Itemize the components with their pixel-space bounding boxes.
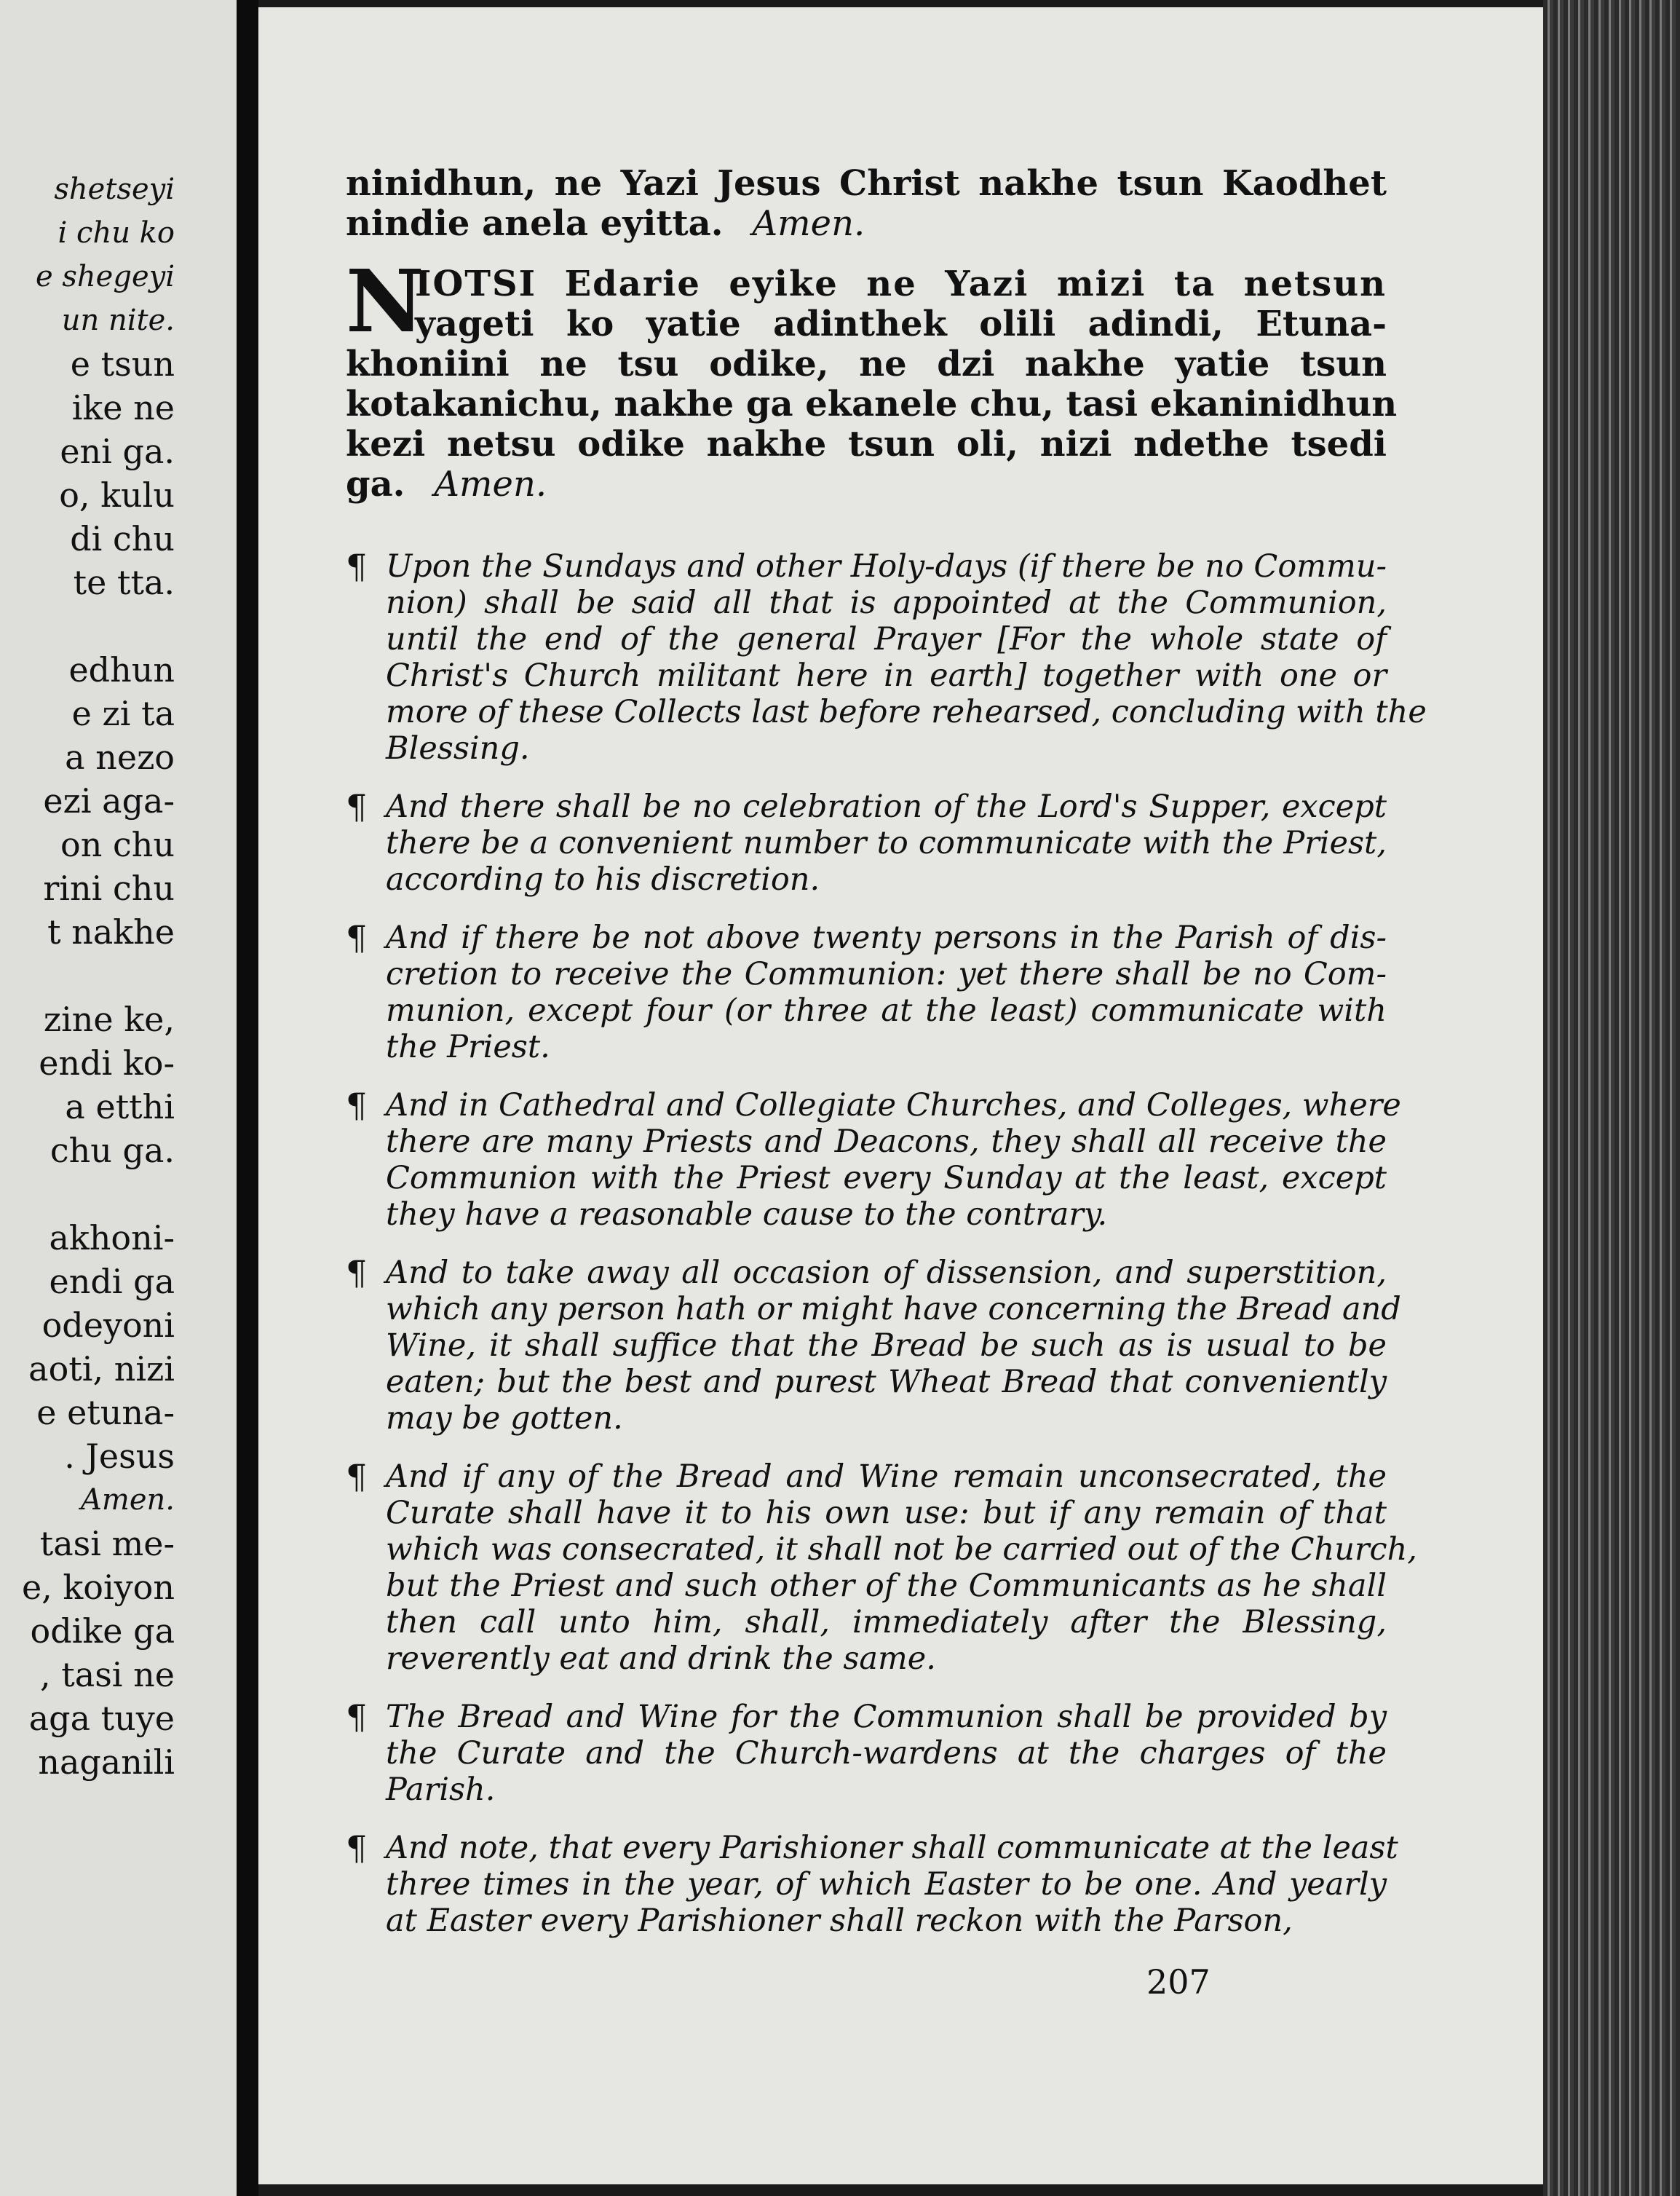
previous-page-gap [0, 1172, 175, 1216]
page-number: 207 [1146, 1962, 1211, 2002]
rubric-line: Wine, it shall suffice that the Bread be such as is usual to be [386, 1327, 1387, 1364]
amen: Amen. [434, 464, 547, 505]
rubric-line: there be a convenient number to communicate with the Priest, [386, 825, 1387, 861]
previous-page-line: . Jesus [64, 1437, 175, 1476]
pilcrow-icon: ¶ [346, 547, 368, 586]
previous-page-line: o, kulu [59, 475, 175, 515]
rubric-line: And if any of the Bread and Wine remain unconsecrated, the [386, 1458, 1387, 1495]
previous-page-line: endi ga [49, 1262, 175, 1301]
rubric-line: may be gotten. [386, 1400, 623, 1437]
previous-page-line: e shegeyi [35, 260, 175, 293]
rubric-line: which any person hath or might have concerning the Bread and [386, 1291, 1401, 1327]
previous-page-line: ezi aga- [43, 781, 175, 821]
prayer-line-text: nindie anela eyitta. [346, 203, 724, 244]
rubric-line: And if there be not above twenty persons in the Parish of dis- [386, 920, 1387, 956]
rubric-line: And note, that every Parishioner shall communicate at the least [386, 1830, 1398, 1866]
previous-page-gap [0, 604, 175, 648]
previous-page-line: di chu [70, 519, 175, 558]
rubric-line: the Curate and the Church-wardens at the charges of the [386, 1735, 1387, 1772]
rubric-paragraph [346, 789, 1387, 898]
previous-page-line: a etthi [65, 1087, 175, 1126]
rubric-line: Curate shall have it to his own use: but if any remain of that [386, 1495, 1387, 1531]
pilcrow-icon: ¶ [346, 918, 368, 957]
previous-page-line: edhun [68, 650, 175, 690]
previous-page-line: shetseyi [54, 173, 175, 206]
rubric-line: cretion to receive the Communion: yet there shall be no Com- [386, 956, 1387, 992]
rubric-line: three times in the year, of which Easter to be one. And yearly [386, 1866, 1387, 1903]
previous-page-line: ike ne [71, 388, 175, 427]
previous-page-line: aga tuye [28, 1699, 175, 1738]
rubric-line: nion) shall be said all that is appointed at the Communion, [386, 585, 1387, 621]
pilcrow-icon: ¶ [346, 1828, 368, 1868]
previous-page-line: endi ko- [39, 1043, 175, 1083]
rubric-line: Christ's Church militant here in earth] together with one or [386, 657, 1387, 694]
rubric-line: according to his discretion. [386, 861, 820, 898]
previous-page-line: odike ga [30, 1611, 175, 1651]
previous-page-text [0, 167, 175, 1784]
collect-line: khoniini ne tsu odike, ne dzi nakhe yatie tsun [346, 344, 1387, 384]
rubric-line: reverently eat and drink the same. [386, 1640, 936, 1677]
previous-page-line: e etuna- [36, 1393, 175, 1432]
prayer-ending [346, 164, 1387, 244]
rubric-line: until the end of the general Prayer [For the whole state of [386, 621, 1387, 657]
rubric-line: Communion with the Priest every Sunday at the least, except [386, 1160, 1387, 1196]
previous-page-line: on chu [60, 825, 175, 864]
pilcrow-icon: ¶ [346, 1253, 368, 1292]
previous-page-line: odeyoni [41, 1306, 175, 1345]
collect-line: yageti ko yatie adinthek olili adindi, Etuna- [415, 304, 1387, 344]
previous-page-line: rini chu [43, 869, 175, 908]
prayer-line [346, 204, 1387, 244]
previous-page-line: e, koiyon [21, 1568, 175, 1607]
rubric-line: the Priest. [386, 1029, 550, 1065]
previous-page-amen: Amen. [81, 1483, 175, 1517]
rubric-line: Parish. [386, 1772, 496, 1808]
collect-line [346, 465, 1387, 505]
rubric-line: which was consecrated, it shall not be carried out of the Church, [386, 1531, 1417, 1568]
collect-paragraph [346, 250, 1398, 505]
rubric-line: then call unto him, shall, immediately after the Blessing, [386, 1604, 1387, 1640]
previous-page-line: akhoni- [49, 1218, 175, 1257]
previous-page-line: un nite. [61, 304, 175, 337]
rubric-paragraph [346, 1253, 1401, 1437]
previous-page-line: , tasi ne [40, 1655, 175, 1694]
rubric-line: at Easter every Parishioner shall reckon with the Parson, [386, 1903, 1293, 1939]
previous-page-line: tasi me- [39, 1524, 175, 1563]
previous-page-line: i chu ko [58, 216, 175, 250]
rubric-line: eaten; but the best and purest Wheat Bread that conveniently [386, 1364, 1387, 1400]
previous-page-line: chu ga. [49, 1131, 175, 1170]
previous-page-line: naganili [38, 1742, 175, 1782]
pilcrow-icon: ¶ [346, 787, 368, 826]
previous-page-line: te tta. [73, 563, 175, 602]
page-edges [1543, 0, 1680, 2196]
pilcrow-icon: ¶ [346, 1697, 368, 1737]
rubric-line: And in Cathedral and Collegiate Churches, and Colleges, where [386, 1087, 1401, 1123]
collect-line: IOTSI Edarie eyike ne Yazi mizi ta netsun [415, 264, 1387, 304]
previous-page-line: t nakhe [47, 912, 175, 952]
pilcrow-icon: ¶ [346, 1457, 368, 1496]
rubric-line: Upon the Sundays and other Holy-days (if there be no Commu- [386, 548, 1387, 585]
amen: Amen. [752, 203, 865, 244]
rubric-line: The Bread and Wine for the Communion shall be provided by [386, 1699, 1387, 1735]
previous-page-gap [0, 954, 175, 998]
pilcrow-icon: ¶ [346, 1086, 368, 1125]
previous-page-line: e tsun [70, 344, 175, 384]
previous-page-line: eni ga. [60, 432, 175, 471]
rubric-paragraph [346, 1699, 1387, 1808]
book-gutter [237, 0, 258, 2196]
drop-cap: N [346, 250, 424, 352]
rubric-line: Blessing. [386, 730, 530, 767]
previous-page-line: aoti, nizi [28, 1349, 175, 1389]
page-body [346, 163, 1427, 1961]
rubric-line: but the Priest and such other of the Communicants as he shall [386, 1568, 1387, 1604]
previous-page-line: a nezo [65, 738, 175, 777]
collect-line-text: ga. [346, 464, 405, 505]
rubric-line: And to take away all occasion of dissension, and superstition, [386, 1255, 1387, 1291]
rubric-line: there are many Priests and Deacons, they shall all receive the [386, 1123, 1387, 1160]
previous-page-fragment [0, 0, 237, 2196]
rubric-paragraph [346, 920, 1387, 1065]
rubric-paragraph [346, 547, 1427, 767]
rubric-line: more of these Collects last before rehearsed, concluding with the [386, 694, 1427, 730]
collect-line: kotakanichu, nakhe ga ekanele chu, tasi ekaninidhun [346, 384, 1398, 424]
rubric-line: munion, except four (or three at the least) communicate with [386, 992, 1387, 1029]
rubric-paragraph [346, 1086, 1401, 1233]
rubric-paragraph [346, 1457, 1417, 1677]
collect-line: kezi netsu odike nakhe tsun oli, nizi ndethe tsedi [346, 424, 1387, 465]
rubric-line: And there shall be no celebration of the Lord's Supper, except [386, 789, 1387, 825]
rubrics [346, 547, 1427, 1939]
rubric-paragraph [346, 1828, 1398, 1939]
prayer-line: ninidhun, ne Yazi Jesus Christ nakhe tsun Kaodhet [346, 163, 1387, 204]
rubric-line: they have a reasonable cause to the contrary. [386, 1196, 1108, 1233]
previous-page-line: e zi ta [71, 694, 175, 733]
previous-page-line: zine ke, [43, 1000, 175, 1039]
